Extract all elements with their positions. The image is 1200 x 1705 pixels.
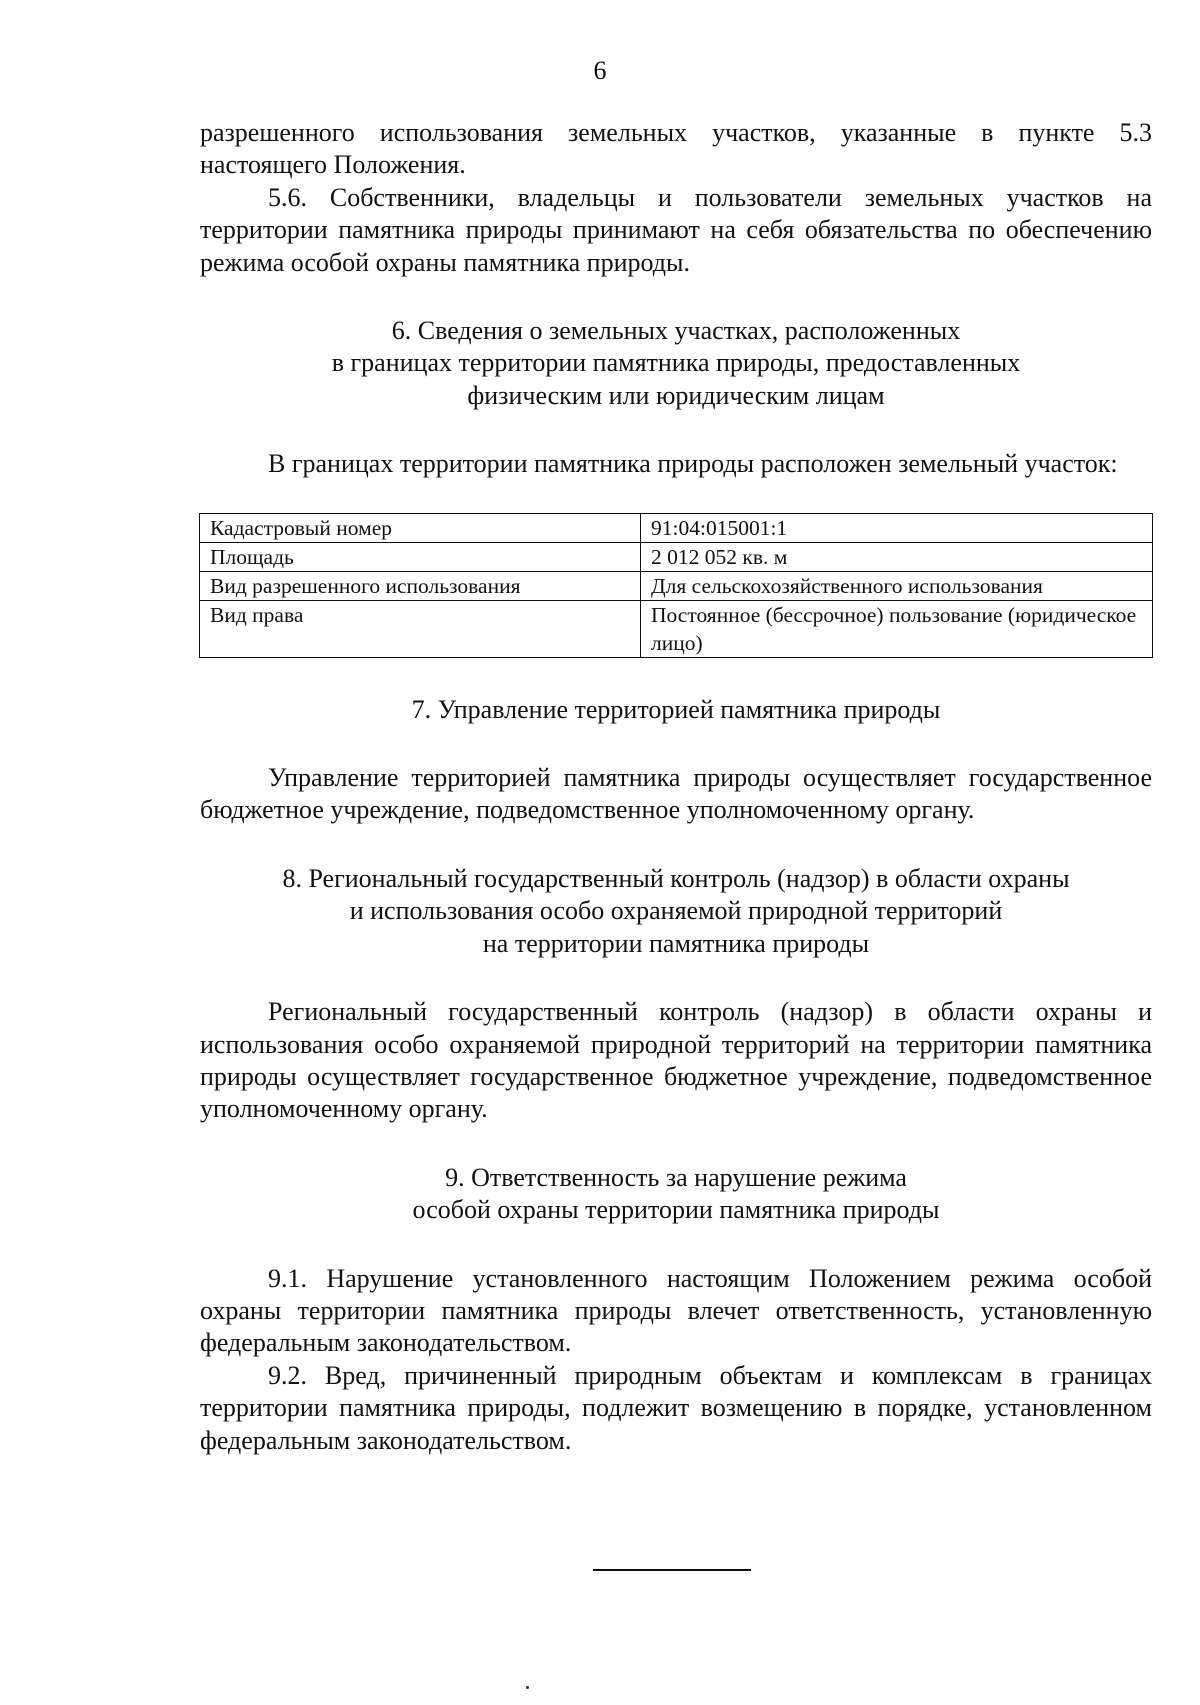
- section-8-text: Региональный государственный контроль (надзор) в области охраны и использования особо охраняемой природной территорий на территории памятника природы осуществляет государственное бюджетное учреждение, подведомственное уполномоченному органу.: [200, 997, 1152, 1124]
- section-6-heading-line: 6. Сведения о земельных участках, расположенных: [391, 316, 961, 346]
- table-row: [200, 571, 1153, 600]
- spacer: [200, 1227, 1152, 1263]
- spacer: [200, 658, 1152, 694]
- table-row: [200, 600, 1153, 657]
- paragraph-9-2: 9.2. Вред, причиненный природным объектам и комплексам в границах территории памятника природы, подлежит возмещению в порядке, установленном федеральным законодательством.: [200, 1360, 1152, 1455]
- section-9-heading: [200, 1162, 1152, 1227]
- table-row: [200, 513, 1153, 542]
- section-6-heading: [200, 315, 1152, 412]
- table-cell-key: Вид права: [200, 600, 641, 657]
- spacer: [200, 412, 1152, 448]
- spacer: [200, 827, 1152, 863]
- table-cell-key: Вид разрешенного использования: [200, 571, 641, 600]
- section-8-heading-line: и использования особо охраняемой природной территорий: [349, 896, 1003, 926]
- section-6-heading-line: физическим или юридическим лицам: [467, 380, 885, 410]
- table-row: [200, 542, 1153, 571]
- table-cell-value: Постоянное (бессрочное) пользование (юридическое лицо): [641, 600, 1153, 657]
- spacer: [200, 481, 1152, 513]
- table-cell-key: Площадь: [200, 542, 641, 571]
- section-8-heading: [200, 863, 1152, 960]
- table-cell-value: Для сельскохозяйственного использования: [641, 571, 1153, 600]
- section-6-text: В границах территории памятника природы расположен земельный участок:: [268, 449, 1118, 479]
- page-number: 6: [593, 56, 607, 85]
- spacer: [200, 279, 1152, 315]
- spacer: [200, 960, 1152, 996]
- paragraph-5-6: 5.6. Собственники, владельцы и пользователи земельных участков на территории памятника природы принимают на себя обязательства по обеспечению режима особой охраны памятника природы.: [200, 182, 1152, 277]
- spacer: [200, 726, 1152, 762]
- section-9-heading-line: особой охраны территории памятника природы: [412, 1195, 940, 1225]
- section-8-heading-line: на территории памятника природы: [482, 928, 870, 958]
- table-cell-value: 2 012 052 кв. м: [641, 542, 1153, 571]
- section-7-heading: 7. Управление территорией памятника природы: [411, 694, 941, 724]
- closing-divider: [593, 1569, 751, 1571]
- paragraph-intro: разрешенного использования земельных участков, указанные в пункте 5.3 настоящего Положения.: [200, 118, 1152, 180]
- table-cell-key: Кадастровый номер: [200, 513, 641, 542]
- section-6-heading-line: в границах территории памятника природы, предоставленных: [331, 348, 1021, 378]
- scan-speck: [526, 1686, 529, 1689]
- spacer: [200, 1126, 1152, 1162]
- section-9-heading-line: 9. Ответственность за нарушение режима: [445, 1162, 907, 1192]
- document-body: [200, 117, 1152, 1457]
- paragraph-9-1: 9.1. Нарушение установленного настоящим Положением режима особой охраны территории памятника природы влечет ответственность, установленную федеральным законодательством.: [200, 1263, 1152, 1358]
- land-parcel-table: [199, 513, 1153, 658]
- section-8-heading-line: 8. Региональный государственный контроль (надзор) в области охраны: [282, 863, 1070, 893]
- section-7-text: Управление территорией памятника природы осуществляет государственное бюджетное учреждение, подведомственное уполномоченному органу.: [200, 763, 1152, 825]
- table-cell-value: 91:04:015001:1: [641, 513, 1153, 542]
